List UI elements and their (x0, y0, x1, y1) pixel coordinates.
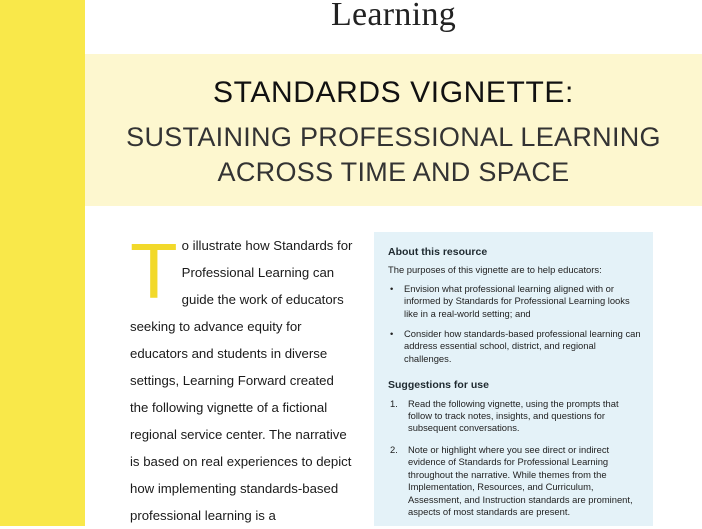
about-list (388, 283, 641, 365)
title-banner (85, 54, 702, 206)
intro-text (130, 227, 355, 529)
banner-subtitle-line2: ACROSS TIME AND SPACE (217, 157, 570, 187)
banner-subtitle (85, 120, 702, 190)
item-text: Read the following vignette, using the prompts that follow to track notes, insights, and questions for subsequent conversations. (408, 397, 619, 434)
list-item (388, 444, 641, 518)
list-item: • Envision what professional learning aligned with or informed by Standards for Professional Learning looks like in a real-world setting; and (388, 283, 641, 320)
list-item: • Consider how standards-based professional learning can address essential school, district, and regional challenges. (388, 328, 641, 365)
intro-paragraph: o illustrate how Standards for Professional Learning can guide the work of educators seeking to advance equity for educators and students in diverse settings, Learning Forward created the following vignette of a fictional regional service center. The narrative is based on real experiences to depict how implementing standards-based professional learning is a (130, 238, 353, 523)
suggestions-heading: Suggestions for use (388, 379, 489, 392)
item-text: Note or highlight where you see direct or indirect evidence of Standards for Professional Learning throughout the narrative. While themes from the Implementation, Resources, and Curriculum, Assessment, and Instruction standards are prominent, aspects of most standards are present. (408, 443, 633, 517)
header-title: Learning (330, 0, 457, 33)
list-item (388, 398, 641, 435)
banner-subtitle-line1: SUSTAINING PROFESSIONAL LEARNING (126, 122, 661, 152)
item-number: 1. (390, 397, 398, 409)
about-heading: About this resource (388, 246, 488, 258)
suggestions-list (388, 398, 641, 519)
page-header (85, 0, 702, 40)
item-number: 2. (390, 443, 398, 455)
drop-cap: T (130, 227, 178, 315)
about-resource-sidebar (374, 232, 653, 526)
about-lead: The purposes of this vignette are to help educators: (388, 264, 602, 276)
banner-title: STANDARDS VIGNETTE: (213, 76, 574, 109)
yellow-side-bar (0, 0, 85, 526)
